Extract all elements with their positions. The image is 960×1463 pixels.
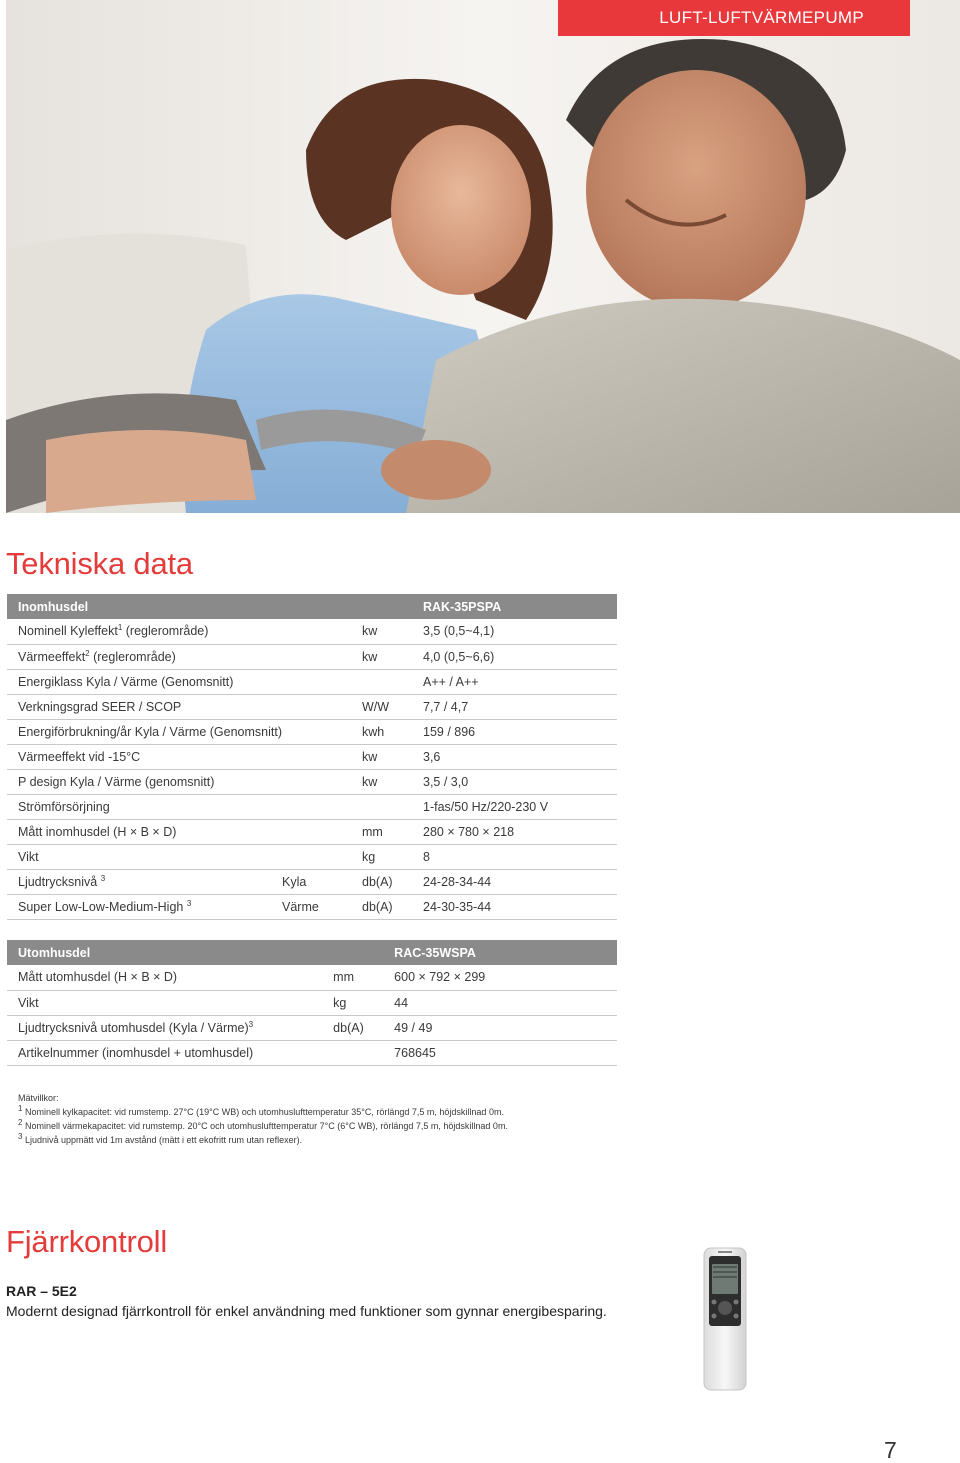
row-label: Super Low-Low-Medium-High $^3$ bbox=[7, 894, 282, 919]
indoor-spec-table bbox=[7, 594, 617, 920]
row-label: Mått inomhusdel (H × B × D) bbox=[7, 819, 282, 844]
row-sublabel bbox=[282, 769, 362, 794]
table-row bbox=[7, 869, 617, 894]
row-label: Energiförbrukning/år Kyla / Värme (Genomsnitt) bbox=[7, 719, 282, 744]
row-unit: kg bbox=[333, 990, 394, 1015]
notes-list bbox=[18, 1105, 508, 1147]
row-label: Nominell Kyleffekt$^1$ (reglerområde) bbox=[7, 619, 282, 644]
row-value: 3,5 (0,5~4,1) bbox=[423, 619, 617, 644]
row-sublabel bbox=[253, 990, 333, 1015]
row-label: Energiklass Kyla / Värme (Genomsnitt) bbox=[7, 669, 282, 694]
row-value: 7,7 / 4,7 bbox=[423, 694, 617, 719]
row-label: Vikt bbox=[7, 844, 282, 869]
row-value: 3,6 bbox=[423, 744, 617, 769]
row-label: Vikt bbox=[7, 990, 253, 1015]
row-label: Ljudtrycksnivå utomhusdel (Kyla / Värme)$^3$ bbox=[7, 1015, 253, 1040]
row-label: Värmeeffekt$^2$ (reglerområde) bbox=[7, 644, 282, 669]
row-sublabel bbox=[253, 1015, 333, 1040]
row-value: 24-30-35-44 bbox=[423, 894, 617, 919]
row-label: Värmeeffekt vid -15°C bbox=[7, 744, 282, 769]
table-row bbox=[7, 965, 617, 990]
notes-title: Mätvillkor: bbox=[18, 1093, 59, 1103]
row-sublabel: Kyla bbox=[282, 869, 362, 894]
row-unit: kw bbox=[362, 769, 423, 794]
table-row bbox=[7, 769, 617, 794]
category-badge: LUFT-LUFTVÄRMEPUMP bbox=[558, 0, 910, 36]
table-row bbox=[7, 694, 617, 719]
row-sublabel: Värme bbox=[282, 894, 362, 919]
remote-model: RAR – 5E2 bbox=[6, 1283, 77, 1299]
remote-description: Modernt designad fjärrkontroll för enkel användning med funktioner som gynnar energibesparing. bbox=[6, 1303, 607, 1319]
row-sublabel bbox=[282, 744, 362, 769]
row-value: 159 / 896 bbox=[423, 719, 617, 744]
row-sublabel bbox=[282, 644, 362, 669]
table-row bbox=[7, 794, 617, 819]
section-title-technical: Tekniska data bbox=[6, 546, 193, 581]
row-sublabel bbox=[282, 719, 362, 744]
row-label: P design Kyla / Värme (genomsnitt) bbox=[7, 769, 282, 794]
row-value: 44 bbox=[394, 990, 617, 1015]
couple-illustration bbox=[6, 0, 960, 513]
table-row bbox=[7, 1015, 617, 1040]
row-sublabel bbox=[282, 819, 362, 844]
table-row bbox=[7, 619, 617, 644]
row-label: Mått utomhusdel (H × B × D) bbox=[7, 965, 253, 990]
row-unit bbox=[362, 794, 423, 819]
row-value: 280 × 780 × 218 bbox=[423, 819, 617, 844]
indoor-header-label: Inomhusdel bbox=[7, 594, 282, 619]
row-value: 1-fas/50 Hz/220-230 V bbox=[423, 794, 617, 819]
outdoor-header-model: RAC-35WSPA bbox=[394, 940, 617, 965]
row-value: 768645 bbox=[394, 1040, 617, 1065]
row-unit: kg bbox=[362, 844, 423, 869]
table-row bbox=[7, 894, 617, 919]
row-unit: kwh bbox=[362, 719, 423, 744]
row-unit: kw bbox=[362, 619, 423, 644]
indoor-header-row bbox=[7, 594, 617, 619]
note-item: $^3$ Ljudnivå uppmätt vid 1m avstånd (mätt i ett ekofritt rum utan reflexer). bbox=[18, 1132, 303, 1145]
section-title-remote: Fjärrkontroll bbox=[6, 1224, 168, 1259]
note-item: $^1$ Nominell kylkapacitet: vid rumstemp. 27°C (19°C WB) och utomhuslufttemperatur 35°C, rörlängd 7,5 m, höjdskillnad 0m. bbox=[18, 1104, 504, 1117]
row-unit: W/W bbox=[362, 694, 423, 719]
remote-control-icon bbox=[700, 1246, 750, 1392]
row-sublabel bbox=[253, 965, 333, 990]
row-unit: db(A) bbox=[333, 1015, 394, 1040]
table-row bbox=[7, 1040, 617, 1065]
row-unit bbox=[362, 669, 423, 694]
page-number: 7 bbox=[884, 1437, 897, 1463]
table-row bbox=[7, 669, 617, 694]
row-value: A++ / A++ bbox=[423, 669, 617, 694]
row-value: 24-28-34-44 bbox=[423, 869, 617, 894]
row-unit: kw bbox=[362, 644, 423, 669]
remote-control-image bbox=[700, 1246, 750, 1397]
row-value: 8 bbox=[423, 844, 617, 869]
row-label: Strömförsörjning bbox=[7, 794, 282, 819]
row-sublabel bbox=[282, 694, 362, 719]
row-label: Verkningsgrad SEER / SCOP bbox=[7, 694, 282, 719]
row-unit: db(A) bbox=[362, 894, 423, 919]
row-value: 4,0 (0,5~6,6) bbox=[423, 644, 617, 669]
row-sublabel bbox=[282, 844, 362, 869]
outdoor-header-label: Utomhusdel bbox=[7, 940, 253, 965]
table-row bbox=[7, 719, 617, 744]
table-row bbox=[7, 844, 617, 869]
table-row bbox=[7, 819, 617, 844]
row-unit: db(A) bbox=[362, 869, 423, 894]
note-item: $^2$ Nominell värmekapacitet: vid rumstemp. 20°C och utomhuslufttemperatur 7°C (6°C WB), rörlängd 7,5 m, höjdskillnad 0m. bbox=[18, 1118, 508, 1131]
row-label: Artikelnummer (inomhusdel + utomhusdel) bbox=[7, 1040, 253, 1065]
measurement-notes bbox=[18, 1091, 508, 1147]
indoor-header-model: RAK-35PSPA bbox=[423, 594, 617, 619]
row-label: Ljudtrycksnivå $^3$ bbox=[7, 869, 282, 894]
row-unit: kw bbox=[362, 744, 423, 769]
row-value: 49 / 49 bbox=[394, 1015, 617, 1040]
outdoor-spec-table bbox=[7, 940, 617, 1066]
row-value: 3,5 / 3,0 bbox=[423, 769, 617, 794]
table-row bbox=[7, 744, 617, 769]
outdoor-header-row bbox=[7, 940, 617, 965]
table-row bbox=[7, 644, 617, 669]
row-unit bbox=[333, 1040, 394, 1065]
row-value: 600 × 792 × 299 bbox=[394, 965, 617, 990]
row-unit: mm bbox=[362, 819, 423, 844]
table-row bbox=[7, 990, 617, 1015]
row-sublabel bbox=[282, 669, 362, 694]
row-sublabel bbox=[282, 794, 362, 819]
row-unit: mm bbox=[333, 965, 394, 990]
row-sublabel bbox=[282, 619, 362, 644]
row-sublabel bbox=[253, 1040, 333, 1065]
hero-photo bbox=[6, 0, 960, 513]
